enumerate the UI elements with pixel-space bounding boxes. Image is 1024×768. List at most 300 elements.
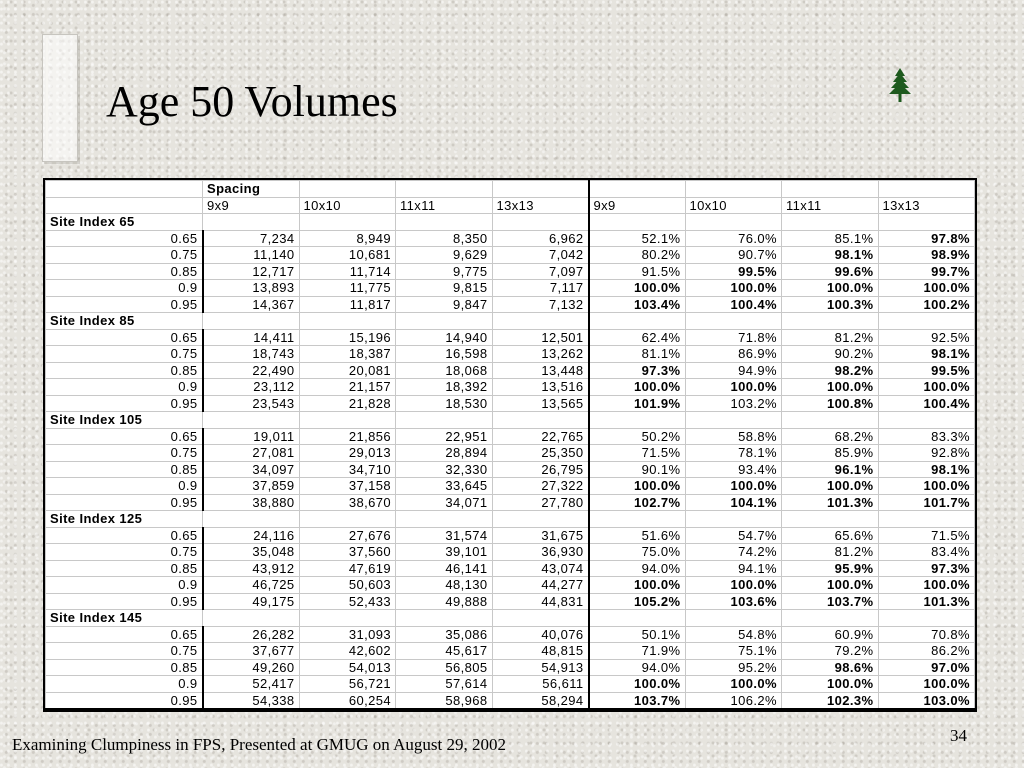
empty-cell: [492, 313, 589, 330]
volume-cell: 13,448: [492, 362, 589, 379]
volume-cell: 7,132: [492, 296, 589, 313]
volume-cell: 34,097: [203, 461, 300, 478]
empty-cell: [782, 511, 879, 528]
percent-cell: 85.1%: [782, 230, 879, 247]
stocking-value: 0.85: [46, 659, 203, 676]
percent-cell: 100.0%: [589, 379, 686, 396]
percent-cell: 99.6%: [782, 263, 879, 280]
percent-cell: 90.2%: [782, 346, 879, 363]
percent-cell: 76.0%: [685, 230, 782, 247]
volume-cell: 35,048: [203, 544, 300, 561]
percent-cell: 100.0%: [782, 676, 879, 693]
volume-cell: 49,888: [396, 593, 493, 610]
empty-cell: [589, 313, 686, 330]
corner-cell: [46, 197, 203, 214]
percent-cell: 93.4%: [685, 461, 782, 478]
empty-cell: [299, 610, 396, 627]
empty-cell: [396, 214, 493, 231]
volume-cell: 15,196: [299, 329, 396, 346]
empty-cell: [299, 511, 396, 528]
percent-cell: 98.1%: [878, 346, 975, 363]
percent-cell: 94.1%: [685, 560, 782, 577]
volume-cell: 26,795: [492, 461, 589, 478]
table-row: [46, 263, 975, 280]
table-row: [46, 428, 975, 445]
table-row: [46, 395, 975, 412]
table-row: [46, 461, 975, 478]
percent-cell: 54.8%: [685, 626, 782, 643]
table-row: [46, 346, 975, 363]
header-row-spacing: [46, 181, 975, 198]
percent-cell: 50.2%: [589, 428, 686, 445]
volume-cell: 36,930: [492, 544, 589, 561]
table-row: [46, 643, 975, 660]
volume-cell: 43,912: [203, 560, 300, 577]
site-index-label: Site Index 85: [46, 313, 203, 330]
volume-cell: 14,940: [396, 329, 493, 346]
percent-cell: 97.0%: [878, 659, 975, 676]
empty-cell: [396, 610, 493, 627]
percent-cell: 100.0%: [782, 577, 879, 594]
volume-cell: 16,598: [396, 346, 493, 363]
stocking-value: 0.95: [46, 692, 203, 709]
volume-cell: 42,602: [299, 643, 396, 660]
percent-cell: 101.3%: [878, 593, 975, 610]
volume-cell: 10,681: [299, 247, 396, 264]
empty-cell: [878, 214, 975, 231]
volume-cell: 47,619: [299, 560, 396, 577]
percent-cell: 92.8%: [878, 445, 975, 462]
volume-cell: 49,175: [203, 593, 300, 610]
percent-cell: 100.0%: [878, 676, 975, 693]
volume-cell: 49,260: [203, 659, 300, 676]
percent-cell: 100.0%: [878, 280, 975, 297]
empty-cell: [878, 313, 975, 330]
table-row: [46, 445, 975, 462]
stocking-value: 0.75: [46, 346, 203, 363]
volume-cell: 13,893: [203, 280, 300, 297]
percent-cell: 60.9%: [782, 626, 879, 643]
volume-cell: 40,076: [492, 626, 589, 643]
table-row: [46, 296, 975, 313]
percent-cell: 98.1%: [878, 461, 975, 478]
site-index-label: Site Index 105: [46, 412, 203, 429]
stocking-value: 0.95: [46, 593, 203, 610]
stocking-value: 0.9: [46, 280, 203, 297]
empty-cell: [685, 610, 782, 627]
volume-cell: 38,880: [203, 494, 300, 511]
volume-cell: 25,350: [492, 445, 589, 462]
empty-cell: [492, 214, 589, 231]
empty-cell: [589, 214, 686, 231]
empty-cell: [685, 511, 782, 528]
spacing-label: 9x9: [589, 197, 686, 214]
percent-cell: 90.1%: [589, 461, 686, 478]
percent-cell: 98.1%: [782, 247, 879, 264]
empty-cell: [782, 412, 879, 429]
percent-cell: 94.9%: [685, 362, 782, 379]
volume-cell: 7,042: [492, 247, 589, 264]
group-row: [46, 313, 975, 330]
percent-cell: 83.3%: [878, 428, 975, 445]
volume-cell: 44,831: [492, 593, 589, 610]
percent-cell: 100.0%: [878, 577, 975, 594]
volume-cell: 52,433: [299, 593, 396, 610]
percent-cell: 100.0%: [685, 379, 782, 396]
stocking-value: 0.75: [46, 544, 203, 561]
spacing-label: 10x10: [685, 197, 782, 214]
percent-cell: 70.8%: [878, 626, 975, 643]
volume-cell: 37,560: [299, 544, 396, 561]
header-empty-cell: [878, 181, 975, 198]
percent-cell: 100.2%: [878, 296, 975, 313]
percent-cell: 100.0%: [878, 379, 975, 396]
volume-cell: 27,676: [299, 527, 396, 544]
percent-cell: 99.7%: [878, 263, 975, 280]
percent-cell: 101.3%: [782, 494, 879, 511]
percent-cell: 51.6%: [589, 527, 686, 544]
volume-cell: 14,411: [203, 329, 300, 346]
stocking-value: 0.95: [46, 395, 203, 412]
site-index-label: Site Index 145: [46, 610, 203, 627]
volumes-table-container: [43, 178, 977, 712]
volume-cell: 8,350: [396, 230, 493, 247]
volume-cell: 13,565: [492, 395, 589, 412]
table-row: [46, 676, 975, 693]
table-row: [46, 280, 975, 297]
percent-cell: 94.0%: [589, 560, 686, 577]
empty-cell: [878, 412, 975, 429]
spacing-label: 13x13: [878, 197, 975, 214]
volume-cell: 9,847: [396, 296, 493, 313]
volume-cell: 7,117: [492, 280, 589, 297]
page-number: 34: [950, 726, 967, 745]
volume-cell: 52,417: [203, 676, 300, 693]
header-empty-cell: [589, 181, 686, 198]
volume-cell: 18,530: [396, 395, 493, 412]
volume-cell: 37,859: [203, 478, 300, 495]
percent-cell: 103.7%: [782, 593, 879, 610]
empty-cell: [492, 511, 589, 528]
table-row: [46, 478, 975, 495]
percent-cell: 98.2%: [782, 362, 879, 379]
stocking-value: 0.65: [46, 626, 203, 643]
stocking-value: 0.85: [46, 560, 203, 577]
header-empty-cell: [782, 181, 879, 198]
percent-cell: 81.1%: [589, 346, 686, 363]
percent-cell: 58.8%: [685, 428, 782, 445]
empty-cell: [396, 412, 493, 429]
volume-cell: 7,234: [203, 230, 300, 247]
empty-cell: [782, 214, 879, 231]
stocking-value: 0.65: [46, 428, 203, 445]
empty-cell: [589, 511, 686, 528]
empty-cell: [685, 412, 782, 429]
volume-cell: 58,968: [396, 692, 493, 709]
group-row: [46, 610, 975, 627]
empty-cell: [685, 313, 782, 330]
percent-cell: 83.4%: [878, 544, 975, 561]
table-row: [46, 544, 975, 561]
group-row: [46, 511, 975, 528]
volume-cell: 54,013: [299, 659, 396, 676]
volume-cell: 26,282: [203, 626, 300, 643]
decorative-bar: [42, 34, 78, 162]
volume-cell: 6,962: [492, 230, 589, 247]
volume-cell: 37,158: [299, 478, 396, 495]
group-row: [46, 412, 975, 429]
percent-cell: 100.8%: [782, 395, 879, 412]
volumes-table: [45, 180, 975, 710]
volume-cell: 50,603: [299, 577, 396, 594]
stocking-value: 0.75: [46, 643, 203, 660]
percent-cell: 101.7%: [878, 494, 975, 511]
percent-cell: 81.2%: [782, 544, 879, 561]
percent-cell: 103.0%: [878, 692, 975, 709]
volume-cell: 9,815: [396, 280, 493, 297]
header-row-spacings: [46, 197, 975, 214]
empty-cell: [203, 214, 300, 231]
percent-cell: 54.7%: [685, 527, 782, 544]
empty-cell: [492, 610, 589, 627]
volume-cell: 46,141: [396, 560, 493, 577]
volume-cell: 54,338: [203, 692, 300, 709]
table-row: [46, 659, 975, 676]
empty-cell: [878, 610, 975, 627]
stocking-value: 0.95: [46, 296, 203, 313]
empty-cell: [782, 610, 879, 627]
volume-cell: 14,367: [203, 296, 300, 313]
percent-cell: 65.6%: [782, 527, 879, 544]
percent-cell: 71.9%: [589, 643, 686, 660]
header-empty-cell: [685, 181, 782, 198]
percent-cell: 100.0%: [589, 280, 686, 297]
volume-cell: 27,780: [492, 494, 589, 511]
percent-cell: 80.2%: [589, 247, 686, 264]
site-index-label: Site Index 65: [46, 214, 203, 231]
volume-cell: 21,157: [299, 379, 396, 396]
corner-cell: [46, 181, 203, 198]
stocking-value: 0.9: [46, 676, 203, 693]
header-empty-cell: [299, 181, 396, 198]
stocking-value: 0.85: [46, 461, 203, 478]
percent-cell: 102.7%: [589, 494, 686, 511]
volume-cell: 11,140: [203, 247, 300, 264]
header-empty-cell: [492, 181, 589, 198]
volume-cell: 13,262: [492, 346, 589, 363]
percent-cell: 90.7%: [685, 247, 782, 264]
percent-cell: 105.2%: [589, 593, 686, 610]
table-row: [46, 247, 975, 264]
percent-cell: 100.0%: [589, 478, 686, 495]
percent-cell: 86.2%: [878, 643, 975, 660]
empty-cell: [396, 313, 493, 330]
empty-cell: [492, 412, 589, 429]
table-row: [46, 329, 975, 346]
percent-cell: 100.0%: [782, 478, 879, 495]
empty-cell: [203, 511, 300, 528]
percent-cell: 75.1%: [685, 643, 782, 660]
empty-cell: [299, 214, 396, 231]
volume-cell: 44,277: [492, 577, 589, 594]
percent-cell: 78.1%: [685, 445, 782, 462]
percent-cell: 103.7%: [589, 692, 686, 709]
empty-cell: [203, 610, 300, 627]
group-row: [46, 214, 975, 231]
percent-cell: 97.3%: [878, 560, 975, 577]
stocking-value: 0.65: [46, 230, 203, 247]
percent-cell: 81.2%: [782, 329, 879, 346]
volume-cell: 8,949: [299, 230, 396, 247]
volume-cell: 35,086: [396, 626, 493, 643]
volume-cell: 43,074: [492, 560, 589, 577]
volume-cell: 12,717: [203, 263, 300, 280]
volume-cell: 7,097: [492, 263, 589, 280]
empty-cell: [589, 412, 686, 429]
volume-cell: 48,815: [492, 643, 589, 660]
stocking-value: 0.75: [46, 247, 203, 264]
empty-cell: [685, 214, 782, 231]
slide-title: Age 50 Volumes: [106, 77, 398, 126]
volume-cell: 45,617: [396, 643, 493, 660]
volume-cell: 54,913: [492, 659, 589, 676]
empty-cell: [589, 610, 686, 627]
volume-cell: 11,714: [299, 263, 396, 280]
volume-cell: 9,629: [396, 247, 493, 264]
volume-cell: 21,828: [299, 395, 396, 412]
empty-cell: [782, 313, 879, 330]
pine-tree-icon: [884, 66, 916, 106]
volume-cell: 33,645: [396, 478, 493, 495]
stocking-value: 0.85: [46, 263, 203, 280]
percent-cell: 50.1%: [589, 626, 686, 643]
empty-cell: [203, 313, 300, 330]
volume-cell: 37,677: [203, 643, 300, 660]
volume-cell: 18,387: [299, 346, 396, 363]
volume-cell: 20,081: [299, 362, 396, 379]
volume-cell: 13,516: [492, 379, 589, 396]
volume-cell: 38,670: [299, 494, 396, 511]
volume-cell: 32,330: [396, 461, 493, 478]
percent-cell: 101.9%: [589, 395, 686, 412]
volume-cell: 24,116: [203, 527, 300, 544]
stocking-value: 0.9: [46, 478, 203, 495]
volume-cell: 23,543: [203, 395, 300, 412]
percent-cell: 100.4%: [878, 395, 975, 412]
volume-cell: 27,081: [203, 445, 300, 462]
percent-cell: 100.0%: [782, 280, 879, 297]
percent-cell: 71.5%: [589, 445, 686, 462]
volume-cell: 19,011: [203, 428, 300, 445]
percent-cell: 100.0%: [589, 676, 686, 693]
spacing-label: 13x13: [492, 197, 589, 214]
spacing-header: Spacing: [203, 181, 300, 198]
volume-cell: 56,611: [492, 676, 589, 693]
volume-cell: 27,322: [492, 478, 589, 495]
percent-cell: 100.0%: [685, 577, 782, 594]
percent-cell: 95.2%: [685, 659, 782, 676]
slide-footer: Examining Clumpiness in FPS, Presented at GMUG on August 29, 2002: [12, 735, 506, 754]
volume-cell: 31,093: [299, 626, 396, 643]
percent-cell: 100.3%: [782, 296, 879, 313]
volume-cell: 34,710: [299, 461, 396, 478]
stocking-value: 0.95: [46, 494, 203, 511]
percent-cell: 79.2%: [782, 643, 879, 660]
empty-cell: [878, 511, 975, 528]
volume-cell: 12,501: [492, 329, 589, 346]
percent-cell: 91.5%: [589, 263, 686, 280]
volume-cell: 22,490: [203, 362, 300, 379]
stocking-value: 0.65: [46, 329, 203, 346]
volume-cell: 9,775: [396, 263, 493, 280]
percent-cell: 100.4%: [685, 296, 782, 313]
table-row: [46, 692, 975, 709]
volume-cell: 34,071: [396, 494, 493, 511]
volume-cell: 58,294: [492, 692, 589, 709]
volume-cell: 18,068: [396, 362, 493, 379]
percent-cell: 75.0%: [589, 544, 686, 561]
percent-cell: 100.0%: [685, 676, 782, 693]
volume-cell: 56,805: [396, 659, 493, 676]
volume-cell: 48,130: [396, 577, 493, 594]
volume-cell: 29,013: [299, 445, 396, 462]
percent-cell: 71.5%: [878, 527, 975, 544]
volume-cell: 11,775: [299, 280, 396, 297]
percent-cell: 103.6%: [685, 593, 782, 610]
volume-cell: 18,392: [396, 379, 493, 396]
percent-cell: 99.5%: [685, 263, 782, 280]
empty-cell: [203, 412, 300, 429]
percent-cell: 96.1%: [782, 461, 879, 478]
percent-cell: 100.0%: [878, 478, 975, 495]
volume-cell: 22,951: [396, 428, 493, 445]
table-row: [46, 577, 975, 594]
spacing-label: 10x10: [299, 197, 396, 214]
stocking-value: 0.65: [46, 527, 203, 544]
volume-cell: 21,856: [299, 428, 396, 445]
volume-cell: 57,614: [396, 676, 493, 693]
stocking-value: 0.9: [46, 577, 203, 594]
volume-cell: 18,743: [203, 346, 300, 363]
table-row: [46, 379, 975, 396]
percent-cell: 100.0%: [589, 577, 686, 594]
volume-cell: 31,675: [492, 527, 589, 544]
percent-cell: 100.0%: [782, 379, 879, 396]
empty-cell: [299, 313, 396, 330]
percent-cell: 92.5%: [878, 329, 975, 346]
percent-cell: 100.0%: [685, 280, 782, 297]
percent-cell: 85.9%: [782, 445, 879, 462]
percent-cell: 103.2%: [685, 395, 782, 412]
stocking-value: 0.75: [46, 445, 203, 462]
volume-cell: 22,765: [492, 428, 589, 445]
percent-cell: 97.8%: [878, 230, 975, 247]
table-row: [46, 527, 975, 544]
table-row: [46, 494, 975, 511]
stocking-value: 0.85: [46, 362, 203, 379]
empty-cell: [299, 412, 396, 429]
percent-cell: 52.1%: [589, 230, 686, 247]
percent-cell: 97.3%: [589, 362, 686, 379]
stocking-value: 0.9: [46, 379, 203, 396]
percent-cell: 71.8%: [685, 329, 782, 346]
table-row: [46, 593, 975, 610]
percent-cell: 104.1%: [685, 494, 782, 511]
percent-cell: 100.0%: [685, 478, 782, 495]
percent-cell: 62.4%: [589, 329, 686, 346]
table-row: [46, 230, 975, 247]
table-row: [46, 362, 975, 379]
